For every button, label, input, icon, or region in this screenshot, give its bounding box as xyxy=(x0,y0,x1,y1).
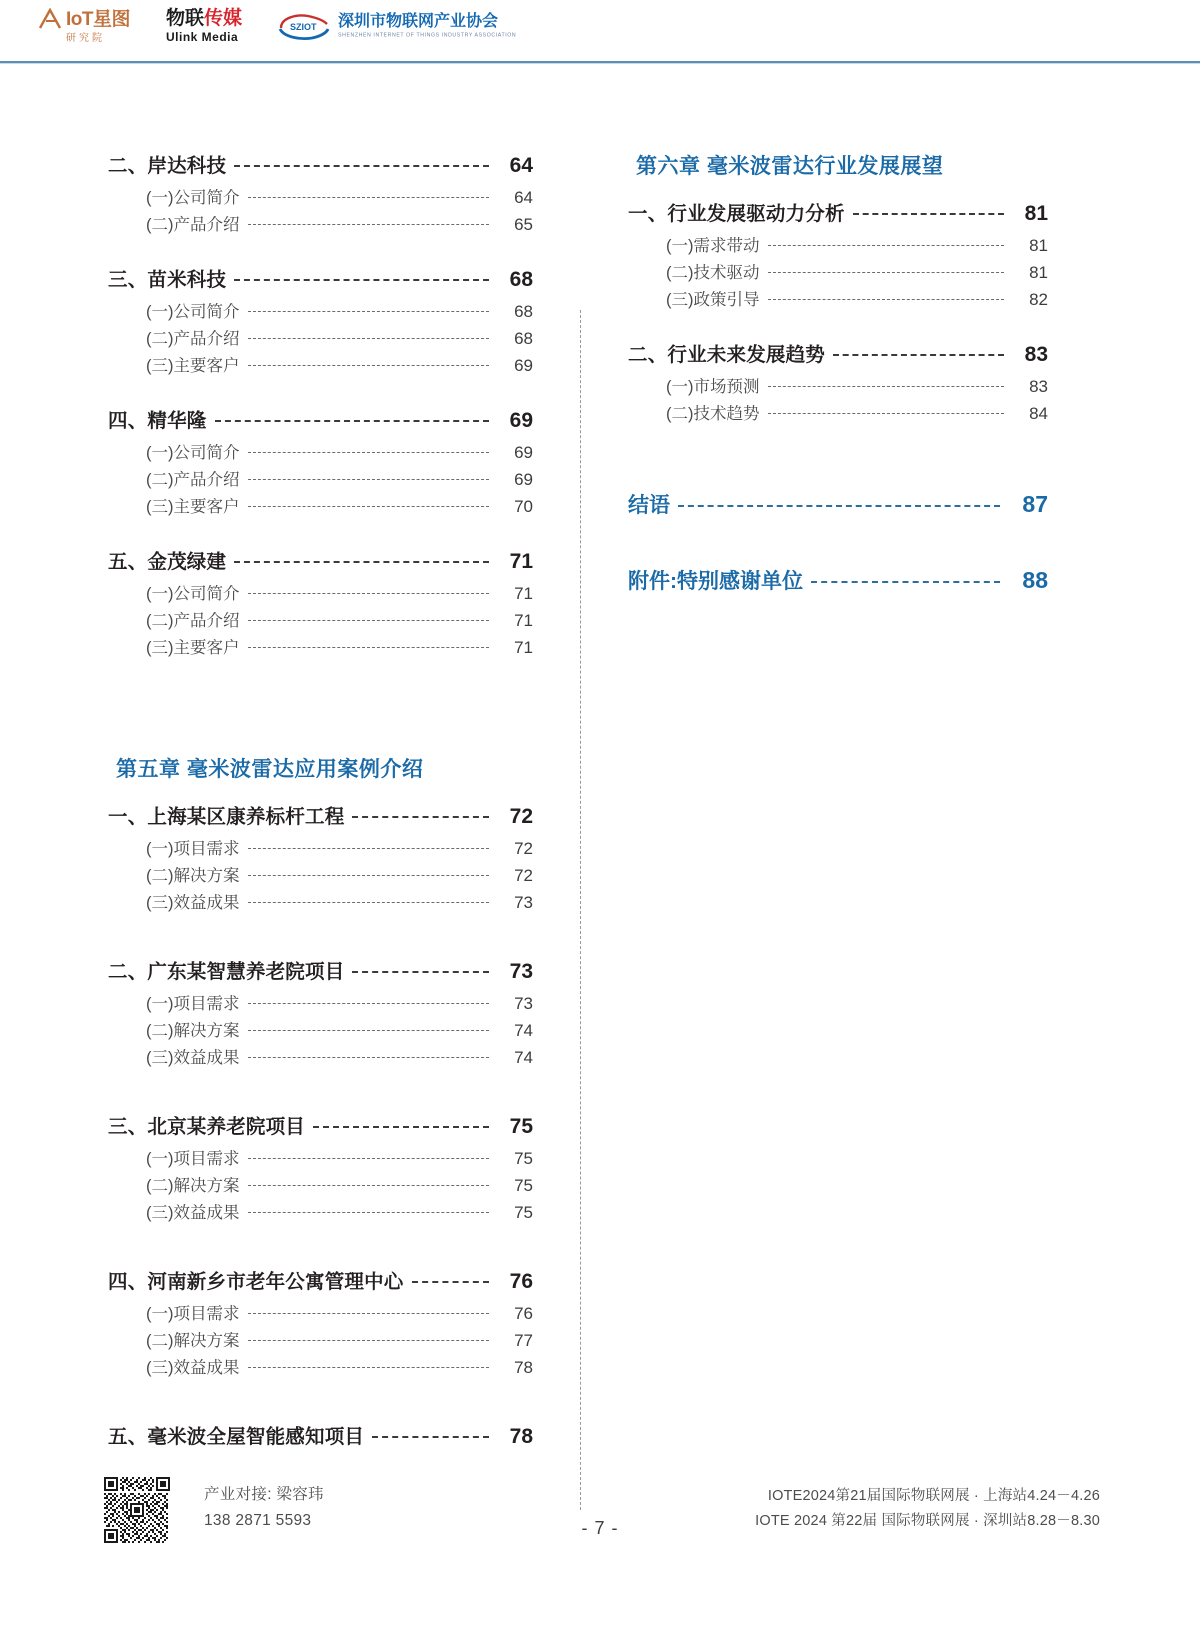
spacer xyxy=(108,1226,533,1266)
toc-entry-level2[interactable] xyxy=(108,298,533,322)
szio-cn-name: 深圳市物联网产业协会 xyxy=(338,12,499,30)
toc-entry-level2[interactable] xyxy=(628,400,1048,424)
toc-entry-level1[interactable] xyxy=(108,1111,533,1139)
toc-entry-label: (一)公司简介 xyxy=(146,303,240,321)
toc-entry-page: 71 xyxy=(509,550,533,573)
toc-entry-level2[interactable] xyxy=(108,889,533,913)
toc-entry-page: 73 xyxy=(514,994,533,1013)
toc-entry-level1[interactable] xyxy=(628,198,1048,226)
aiot-mountain-icon xyxy=(38,8,64,30)
toc-entry-page: 83 xyxy=(1024,343,1048,366)
contact-name: 产业对接: 梁容玮 xyxy=(204,1486,324,1503)
leader-dots xyxy=(248,452,490,453)
leader-dots xyxy=(248,902,490,903)
toc-entry-label: (一)项目需求 xyxy=(146,1150,240,1168)
toc-entry-level2[interactable] xyxy=(108,439,533,463)
leader-dots xyxy=(215,420,489,422)
toc-entry-level1[interactable] xyxy=(108,1266,533,1294)
page-footer xyxy=(0,1470,1200,1580)
aiot-logo-subtext: 研究院 xyxy=(66,33,105,44)
toc-entry-page: 74 xyxy=(514,1048,533,1067)
toc-entry-level2[interactable] xyxy=(108,466,533,490)
toc-entry-page: 81 xyxy=(1024,202,1048,225)
toc-entry-level2[interactable] xyxy=(628,373,1048,397)
leader-dots xyxy=(678,505,1000,507)
toc-entry-level1[interactable] xyxy=(108,405,533,433)
toc-entry-label: (二)解决方案 xyxy=(146,1177,240,1195)
leader-dots xyxy=(248,875,490,876)
toc-entry-level2[interactable] xyxy=(108,325,533,349)
leader-dots xyxy=(768,245,1005,246)
toc-entry-label: 五、金茂绿建 xyxy=(108,551,227,573)
leader-dots xyxy=(768,413,1005,414)
toc-entry-label: 附件:特别感谢单位 xyxy=(628,570,803,593)
toc-entry-label: 结语 xyxy=(628,494,670,517)
ulink-cn-red: 传媒 xyxy=(204,8,243,29)
column-divider xyxy=(580,310,581,1510)
toc-entry-page: 72 xyxy=(514,839,533,858)
toc-entry-level2[interactable] xyxy=(108,493,533,517)
toc-entry-level2[interactable] xyxy=(628,232,1048,256)
toc-entry-label: 二、广东某智慧养老院项目 xyxy=(108,961,345,983)
toc-entry-level1[interactable] xyxy=(108,264,533,292)
leader-dots xyxy=(248,1003,490,1004)
toc-entry-page: 75 xyxy=(514,1203,533,1222)
toc-entry-level2[interactable] xyxy=(108,1199,533,1223)
toc-entry-page: 87 xyxy=(1022,491,1048,517)
toc-entry-label: (一)市场预测 xyxy=(666,378,760,396)
toc-entry-level2[interactable] xyxy=(108,1354,533,1378)
toc-entry-label: (二)解决方案 xyxy=(146,867,240,885)
toc-entry-label: (二)产品介绍 xyxy=(146,330,240,348)
toc-entry-page: 81 xyxy=(1029,236,1048,255)
logo-bar xyxy=(38,8,516,44)
toc-entry-page: 64 xyxy=(514,188,533,207)
toc-entry-page: 75 xyxy=(514,1176,533,1195)
spacer xyxy=(108,520,533,546)
leader-dots xyxy=(248,311,490,312)
toc-entry-level1[interactable] xyxy=(108,1421,533,1449)
toc-entry-page: 78 xyxy=(509,1425,533,1448)
toc-entry-level1[interactable] xyxy=(108,546,533,574)
toc-entry-page: 69 xyxy=(509,409,533,432)
toc-entry-label: (一)公司简介 xyxy=(146,585,240,603)
chapter-heading-5[interactable]: 第五章 毫米波雷达应用案例介绍 xyxy=(116,758,424,781)
toc-entry-label: (二)产品介绍 xyxy=(146,216,240,234)
toc-entry-label: (三)主要客户 xyxy=(146,357,240,375)
logo-szio-association xyxy=(278,11,516,41)
toc-entry-label: (三)主要客户 xyxy=(146,498,240,516)
toc-entry-label: (一)公司简介 xyxy=(146,444,240,462)
toc-entry-label: 三、苗米科技 xyxy=(108,269,227,291)
contact-phone: 138 2871 5593 xyxy=(204,1512,312,1530)
leader-dots xyxy=(248,1313,490,1314)
toc-entry-label: 五、毫米波全屋智能感知项目 xyxy=(108,1426,365,1448)
toc-entry-page: 69 xyxy=(514,356,533,375)
toc-entry-page: 83 xyxy=(1029,377,1048,396)
spacer xyxy=(108,1381,533,1421)
leader-dots xyxy=(313,1126,489,1128)
toc-entry-label: (一)需求带动 xyxy=(666,237,760,255)
toc-entry-level2[interactable] xyxy=(108,580,533,604)
toc-entry-label: (三)效益成果 xyxy=(146,1204,240,1222)
leader-dots xyxy=(248,647,490,648)
leader-dots xyxy=(768,299,1005,300)
toc-entry-label: (一)项目需求 xyxy=(146,840,240,858)
leader-dots xyxy=(248,506,490,507)
toc-entry-level1[interactable] xyxy=(108,150,533,178)
leader-dots xyxy=(768,272,1005,273)
toc-entry-page: 65 xyxy=(514,215,533,234)
toc-entry-page: 76 xyxy=(509,1270,533,1293)
toc-left-column xyxy=(108,150,533,1455)
toc-entry-label: 四、河南新乡市老年公寓管理中心 xyxy=(108,1271,404,1293)
toc-entry-label: (三)效益成果 xyxy=(146,894,240,912)
toc-entry-label: 一、上海某区康养标杆工程 xyxy=(108,806,345,828)
logo-ulink-media xyxy=(166,9,242,43)
leader-dots xyxy=(248,1367,490,1368)
toc-entry-level2[interactable] xyxy=(108,1017,533,1041)
toc-entry-page: 68 xyxy=(514,302,533,321)
toc-entry-level2[interactable] xyxy=(108,634,533,658)
toc-entry-label: (三)效益成果 xyxy=(146,1049,240,1067)
toc-entry-level2[interactable] xyxy=(108,1044,533,1068)
header-divider-rule-light xyxy=(0,63,1200,64)
toc-entry-level2[interactable] xyxy=(108,607,533,631)
toc-entry-level2[interactable] xyxy=(108,1327,533,1351)
leader-dots xyxy=(248,1158,490,1159)
toc-entry-label: (二)技术趋势 xyxy=(666,405,760,423)
leader-dots xyxy=(833,354,1004,356)
event-line-shenzhen: IOTE 2024 第22届 国际物联网展 · 深圳站8.28－8.30 xyxy=(755,1513,1100,1530)
toc-entry-page: 84 xyxy=(1029,404,1048,423)
toc-entry-label: (一)项目需求 xyxy=(146,995,240,1013)
spacer xyxy=(108,1071,533,1111)
toc-entry-level1[interactable] xyxy=(628,339,1048,367)
page-number: - 7 - xyxy=(581,1518,619,1538)
leader-dots xyxy=(248,1057,490,1058)
spacer xyxy=(108,238,533,264)
ulink-cn-black: 物联 xyxy=(166,8,205,29)
ulink-en: Ulink Media xyxy=(166,30,239,44)
toc-entry-appendix[interactable] xyxy=(628,565,1048,595)
toc-entry-conclusion[interactable] xyxy=(628,489,1048,519)
leader-dots xyxy=(234,279,489,281)
toc-entry-page: 70 xyxy=(514,497,533,516)
toc-entry-level2[interactable] xyxy=(108,184,533,208)
toc-entry-page: 81 xyxy=(1029,263,1048,282)
leader-dots xyxy=(352,971,489,973)
svg-text:SZIOT: SZIOT xyxy=(290,22,317,32)
toc-entry-label: (二)解决方案 xyxy=(146,1332,240,1350)
toc-entry-page: 64 xyxy=(509,154,533,177)
toc-entry-label: (三)主要客户 xyxy=(146,639,240,657)
leader-dots xyxy=(853,213,1004,215)
toc-entry-level1[interactable] xyxy=(108,801,533,829)
leader-dots xyxy=(248,848,490,849)
toc-entry-page: 73 xyxy=(514,893,533,912)
toc-entry-page: 73 xyxy=(509,960,533,983)
toc-entry-page: 75 xyxy=(514,1149,533,1168)
leader-dots xyxy=(248,1212,490,1213)
leader-dots xyxy=(352,816,489,818)
toc-entry-level2[interactable] xyxy=(108,1145,533,1169)
leader-dots xyxy=(248,338,490,339)
leader-dots xyxy=(248,1185,490,1186)
toc-entry-level2[interactable] xyxy=(628,259,1048,283)
leader-dots xyxy=(248,1030,490,1031)
toc-entry-label: 二、行业未来发展趋势 xyxy=(628,344,826,366)
chapter-heading-6[interactable]: 第六章 毫米波雷达行业发展展望 xyxy=(636,155,944,178)
toc-entry-label: (二)技术驱动 xyxy=(666,264,760,282)
event-info xyxy=(755,1484,1100,1535)
leader-dots xyxy=(248,224,490,225)
toc-entry-page: 88 xyxy=(1022,567,1048,593)
toc-entry-label: (二)解决方案 xyxy=(146,1022,240,1040)
spacer xyxy=(108,379,533,405)
toc-entry-page: 75 xyxy=(509,1115,533,1138)
toc-entry-page: 69 xyxy=(514,443,533,462)
toc-entry-level2[interactable] xyxy=(108,990,533,1014)
leader-dots xyxy=(248,479,490,480)
toc-entry-page: 69 xyxy=(514,470,533,489)
toc-entry-label: 四、精华隆 xyxy=(108,410,207,432)
toc-entry-level2[interactable] xyxy=(108,1172,533,1196)
page-header xyxy=(0,0,1200,64)
toc-entry-label: (三)效益成果 xyxy=(146,1359,240,1377)
toc-entry-page: 76 xyxy=(514,1304,533,1323)
toc-entry-page: 72 xyxy=(509,805,533,828)
leader-dots xyxy=(372,1436,489,1438)
spacer xyxy=(628,427,1048,489)
leader-dots xyxy=(248,197,490,198)
toc-entry-page: 71 xyxy=(514,611,533,630)
toc-entry-level2[interactable] xyxy=(108,835,533,859)
spacer xyxy=(628,525,1048,565)
toc-entry-page: 71 xyxy=(514,584,533,603)
toc-entry-page: 71 xyxy=(514,638,533,657)
toc-entry-label: 二、岸达科技 xyxy=(108,155,227,177)
leader-dots xyxy=(811,581,1000,583)
toc-entry-level1[interactable] xyxy=(108,956,533,984)
toc-entry-label: (二)产品介绍 xyxy=(146,612,240,630)
toc-entry-label: (一)项目需求 xyxy=(146,1305,240,1323)
toc-entry-level2[interactable] xyxy=(108,211,533,235)
leader-dots xyxy=(248,1340,490,1341)
toc-entry-label: 三、北京某养老院项目 xyxy=(108,1116,306,1138)
leader-dots xyxy=(248,593,490,594)
szio-badge-icon xyxy=(278,11,330,41)
leader-dots xyxy=(234,561,489,563)
toc-entry-level2[interactable] xyxy=(108,862,533,886)
szio-en-name: SHENZHEN INTERNET OF THINGS INDUSTRY ASSOCIATION xyxy=(338,32,517,39)
toc-entry-page: 72 xyxy=(514,866,533,885)
toc-entry-label: 一、行业发展驱动力分析 xyxy=(628,203,845,225)
toc-entry-label: (二)产品介绍 xyxy=(146,471,240,489)
leader-dots xyxy=(412,1281,489,1283)
toc-entry-label: (一)公司简介 xyxy=(146,189,240,207)
toc-entry-label: (三)政策引导 xyxy=(666,291,760,309)
leader-dots xyxy=(248,365,490,366)
leader-dots xyxy=(234,165,489,167)
toc-entry-page: 68 xyxy=(514,329,533,348)
leader-dots xyxy=(248,620,490,621)
aiot-logo-text: IoT星图 xyxy=(66,8,130,30)
toc-entry-level2[interactable] xyxy=(628,286,1048,310)
toc-entry-page: 74 xyxy=(514,1021,533,1040)
toc-entry-page: 68 xyxy=(509,268,533,291)
event-line-shanghai: IOTE2024第21届国际物联网展 · 上海站4.24－4.26 xyxy=(767,1488,1100,1504)
logo-aiot-research-institute xyxy=(38,8,130,44)
spacer xyxy=(628,313,1048,339)
toc-entry-page: 78 xyxy=(514,1358,533,1377)
spacer xyxy=(108,661,533,753)
toc-entry-level2[interactable] xyxy=(108,1300,533,1324)
spacer xyxy=(108,916,533,956)
toc-right-column xyxy=(628,150,1048,601)
toc-entry-page: 77 xyxy=(514,1331,533,1350)
toc-entry-page: 82 xyxy=(1029,290,1048,309)
leader-dots xyxy=(768,386,1005,387)
toc-entry-level2[interactable] xyxy=(108,352,533,376)
